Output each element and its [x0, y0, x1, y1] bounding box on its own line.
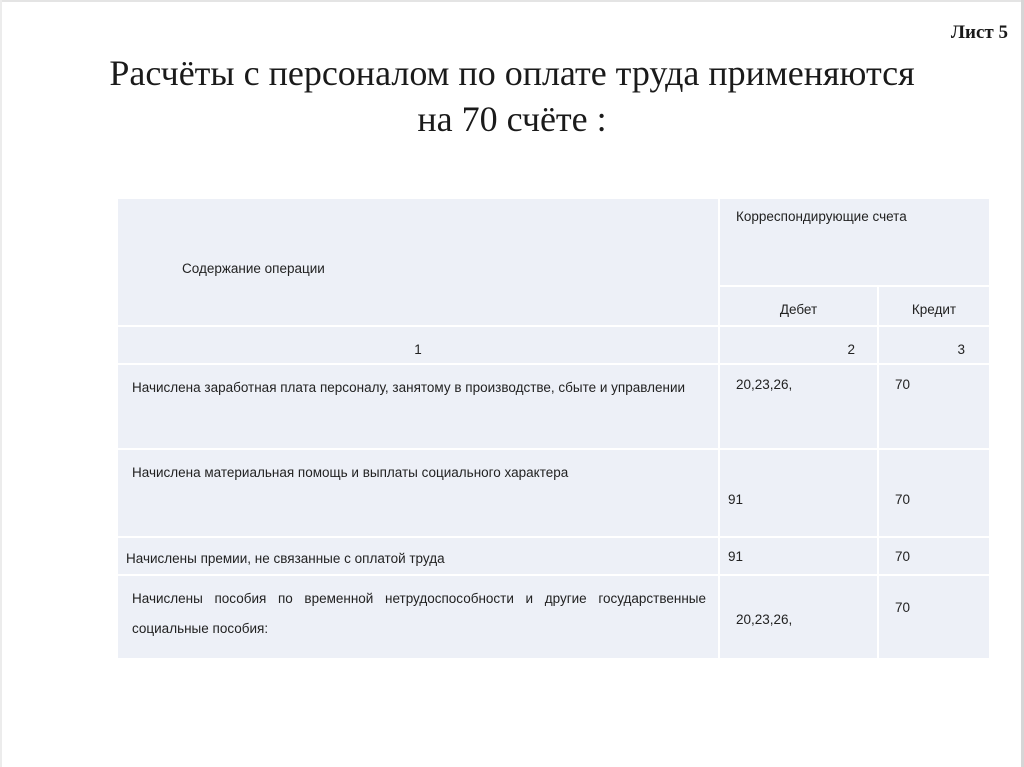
credit-cell [878, 575, 990, 659]
operation-cell: Начислены пособия по временной нетрудоспособности и другие государственные социальные пособия: [117, 575, 719, 659]
frame-left-border [0, 0, 2, 767]
column-number-1: 1 [414, 342, 422, 357]
column-number-2: 2 [847, 342, 855, 357]
credit-cell [878, 537, 990, 575]
table-row [117, 364, 990, 449]
frame-top-border [0, 0, 1024, 2]
page-title [30, 50, 994, 142]
column-number-3: 3 [957, 342, 965, 357]
header-debit: Дебет [779, 302, 818, 317]
credit-value: 70 [895, 600, 911, 615]
debit-value: 91 [728, 492, 744, 507]
debit-value: 20,23,26, [736, 377, 793, 392]
column-number-cell [719, 326, 878, 364]
operations-table [116, 197, 991, 660]
table-header-row [117, 198, 990, 286]
table-row [117, 537, 990, 575]
header-operation-cell [117, 198, 719, 326]
table-row [117, 449, 990, 537]
column-number-row [117, 326, 990, 364]
operation-cell: Начислена материальная помощь и выплаты социального характера [117, 449, 719, 537]
credit-value: 70 [895, 377, 911, 392]
header-corresponding: Корреспондирующие счета [736, 209, 907, 224]
debit-value: 91 [728, 549, 744, 564]
debit-cell [719, 575, 878, 659]
operation-cell: Начислена заработная плата персоналу, занятому в производстве, сбыте и управлении [117, 364, 719, 449]
header-credit-cell [878, 286, 990, 326]
debit-value: 20,23,26, [736, 612, 793, 627]
header-debit-cell [719, 286, 878, 326]
credit-cell [878, 364, 990, 449]
credit-value: 70 [895, 492, 911, 507]
sheet-label: Лист 5 [950, 22, 1008, 43]
title-line-1: Расчёты с персоналом по оплате труда применяются [109, 53, 915, 93]
table-row [117, 575, 990, 659]
column-number-cell [117, 326, 719, 364]
credit-cell [878, 449, 990, 537]
credit-value: 70 [895, 549, 911, 564]
column-number-cell [878, 326, 990, 364]
header-credit: Кредит [911, 302, 957, 317]
header-corresponding-cell [719, 198, 990, 286]
operation-cell: Начислены премии, не связанные с оплатой труда [117, 537, 719, 575]
debit-cell [719, 537, 878, 575]
debit-cell [719, 449, 878, 537]
header-operation: Содержание операции [182, 261, 325, 276]
title-line-2: на 70 счёте : [417, 99, 607, 139]
debit-cell [719, 364, 878, 449]
